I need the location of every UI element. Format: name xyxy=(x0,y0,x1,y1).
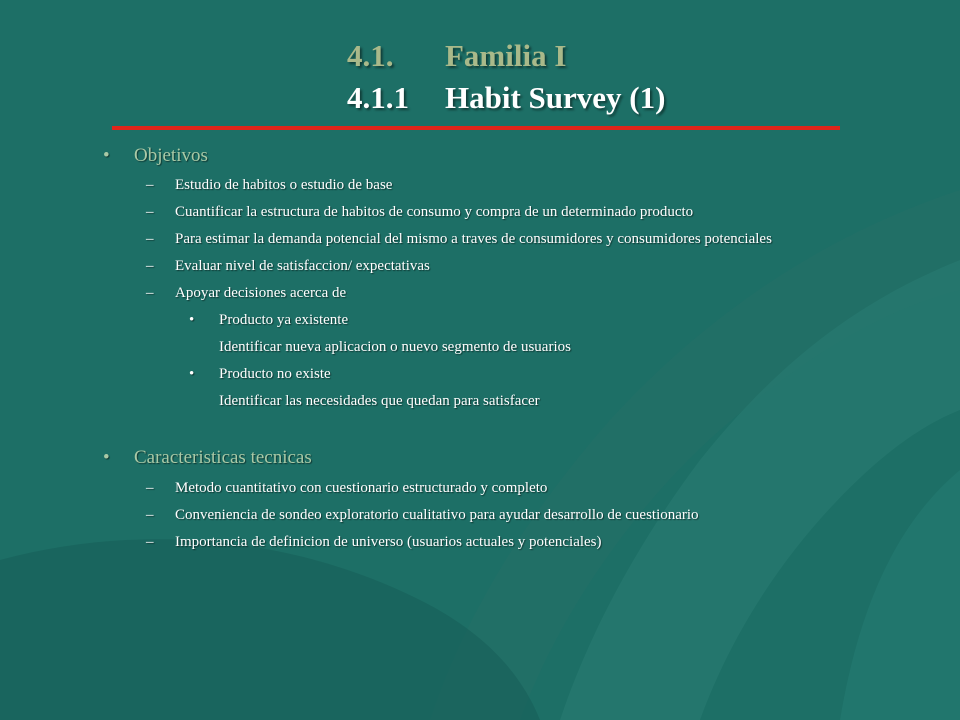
title-section-name: Familia I xyxy=(445,38,567,73)
sub-list-item-text: Producto ya existente xyxy=(219,312,349,328)
list-item-text: Metodo cuantitativo con cuestionario estructurado y completo xyxy=(175,480,548,496)
list-item-text: Evaluar nivel de satisfaccion/ expectativas xyxy=(175,258,430,274)
title-subsection-number: 4.1.1 xyxy=(347,80,409,115)
title-subsection-name: Habit Survey (1) xyxy=(445,80,666,115)
section-heading-text: Objetivos xyxy=(134,145,208,166)
sub-list-item-detail: Identificar nueva aplicacion o nuevo segmento de usuarios xyxy=(219,339,571,355)
list-item-text: Apoyar decisiones acerca de xyxy=(175,285,347,301)
bullet-icon: • xyxy=(189,312,195,328)
list-item-text: Conveniencia de sondeo exploratorio cualitativo para ayudar desarrollo de cuestionario xyxy=(175,507,699,523)
bullet-icon: • xyxy=(103,447,110,468)
list-item-text: Importancia de definicion de universo (usuarios actuales y potenciales) xyxy=(175,534,602,550)
dash-icon: – xyxy=(146,534,154,550)
dash-icon: – xyxy=(146,285,154,301)
dash-icon: – xyxy=(146,231,154,247)
title-section-number: 4.1. xyxy=(347,38,394,73)
dash-icon: – xyxy=(146,507,154,523)
list-item-text: Para estimar la demanda potencial del mismo a traves de consumidores y consumidores potenciales xyxy=(175,231,772,247)
sub-list-item-text: Producto no existe xyxy=(219,366,331,382)
list-item-text: Estudio de habitos o estudio de base xyxy=(175,177,393,193)
dash-icon: – xyxy=(146,480,154,496)
section-heading-text: Caracteristicas tecnicas xyxy=(134,447,312,468)
dash-icon: – xyxy=(146,204,154,220)
sub-list-item-detail: Identificar las necesidades que quedan para satisfacer xyxy=(219,393,540,409)
dash-icon: – xyxy=(146,177,154,193)
list-item-text: Cuantificar la estructura de habitos de consumo y compra de un determinado producto xyxy=(175,204,694,220)
bullet-icon: • xyxy=(103,145,110,166)
bullet-icon: • xyxy=(189,366,195,382)
dash-icon: – xyxy=(146,258,154,274)
